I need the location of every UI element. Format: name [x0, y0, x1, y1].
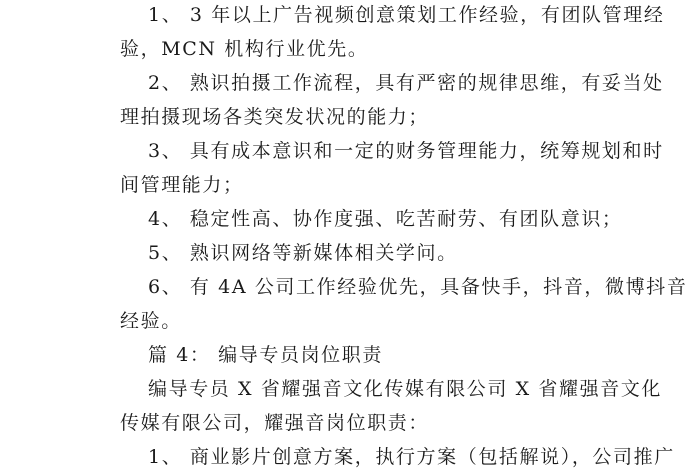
text-line: 验，MCN 机构行业优先。	[120, 38, 369, 60]
text-line: 6、 有 4A 公司工作经验优先，具备快手，抖音，微博抖音	[148, 276, 688, 298]
text-line: 1、 3 年以上广告视频创意策划工作经验，有团队管理经	[148, 4, 665, 26]
text-line: 经验。	[120, 310, 182, 332]
text-line: 1、 商业影片创意方案，执行方案（包括解说），公司推广	[148, 446, 675, 468]
section-heading: 篇 4： 编导专员岗位职责	[148, 344, 383, 366]
text-line: 5、 熟识网络等新媒体相关学问。	[148, 242, 458, 264]
text-line: 4、 稳定性高、协作度强、吃苦耐劳、有团队意识；	[148, 208, 623, 230]
text-line: 间管理能力；	[120, 174, 244, 196]
text-line: 编导专员 X 省耀强音文化传媒有限公司 X 省耀强音文化	[148, 378, 663, 400]
text-line: 3、 具有成本意识和一定的财务管理能力，统筹规划和时	[148, 140, 664, 162]
text-line: 传媒有限公司，耀强音岗位职责：	[120, 412, 430, 434]
text-line: 理拍摄现场各类突发状况的能力；	[120, 106, 430, 128]
text-line: 2、 熟识拍摄工作流程，具有严密的规律思维，有妥当处	[148, 72, 664, 94]
